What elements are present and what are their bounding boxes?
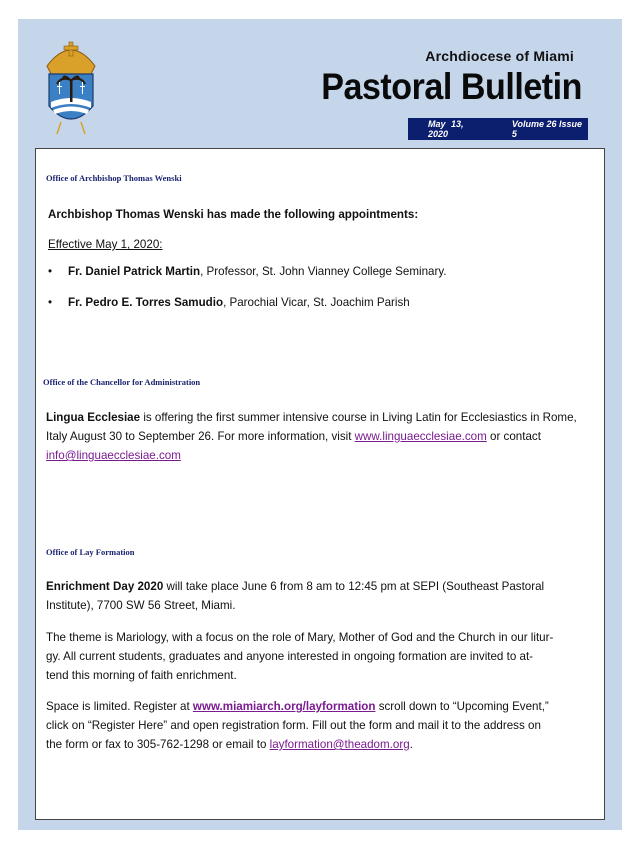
appointee-role: , Professor, St. John Vianney College Seminary.: [200, 265, 447, 278]
theme-paragraph: [46, 628, 602, 685]
text-run: will take place June 6 from 8 am to 12:45 pm at SEPI (Southeast Pastoral: [163, 580, 545, 593]
publication-title: Pastoral Bulletin: [321, 66, 582, 107]
text-run: click on “Register Here” and open registration form. Fill out the form and mail it to the address on: [46, 719, 541, 732]
issue-date: May 13, 2020: [428, 119, 464, 139]
appointee-name: Fr. Pedro E. Torres Samudio: [68, 296, 224, 309]
text-run: is offering the first summer intensive course in Living Latin for Ecclesiastics in Rome,: [140, 411, 577, 424]
email-link[interactable]: layformation@theadom.org: [269, 738, 410, 751]
registration-paragraph: [46, 697, 602, 754]
issue-bar: [408, 118, 588, 140]
text-run: Institute), 7700 SW 56 Street, Miami.: [46, 599, 236, 612]
text-run: scroll down to “Upcoming Event,”: [375, 700, 549, 713]
enrichment-paragraph: [46, 577, 596, 615]
section-heading-chancellor: Office of the Chancellor for Administration: [43, 377, 201, 387]
text-run: the form or fax to 305-762-1298 or email to: [46, 738, 270, 751]
event-name: Enrichment Day 2020: [46, 580, 164, 593]
latin-course-paragraph: [46, 408, 594, 465]
org-name: Lingua Ecclesiae: [46, 411, 141, 424]
email-link[interactable]: info@linguaecclesiae.com: [46, 449, 181, 462]
content-panel: [35, 148, 605, 820]
appointments-intro: Archbishop Thomas Wenski has made the following appointments:: [48, 208, 419, 221]
appointee-role: , Parochial Vicar, St. Joachim Parish: [223, 296, 410, 309]
bullet-icon: •: [48, 296, 53, 309]
bullet-icon: •: [48, 265, 53, 278]
issue-volume: Volume 26 Issue 5: [511, 119, 583, 139]
text-run: gy. All current students, graduates and anyone interested in ongoing formation are invited to at-: [46, 650, 534, 663]
text-run: or contact: [486, 430, 541, 443]
archdiocese-crest-icon: [37, 36, 105, 136]
website-link[interactable]: www.linguaecclesiae.com: [354, 430, 487, 443]
appointee-name: Fr. Daniel Patrick Martin: [68, 265, 201, 278]
registration-link[interactable]: www.miamiarch.org/layformation: [192, 700, 376, 713]
text-run: .: [409, 738, 413, 751]
section-heading-archbishop: Office of Archbishop Thomas Wenski: [46, 173, 182, 183]
effective-date: Effective May 1, 2020:: [48, 238, 163, 251]
text-run: Space is limited. Register at: [46, 700, 193, 713]
text-run: Italy August 30 to September 26. For more information, visit: [46, 430, 355, 443]
publisher-name: Archdiocese of Miami: [425, 48, 574, 64]
text-run: The theme is Mariology, with a focus on the role of Mary, Mother of God and the Church in our litur-: [46, 631, 554, 644]
section-heading-lay-formation: Office of Lay Formation: [46, 547, 135, 557]
text-run: tend this morning of faith enrichment.: [46, 669, 237, 682]
